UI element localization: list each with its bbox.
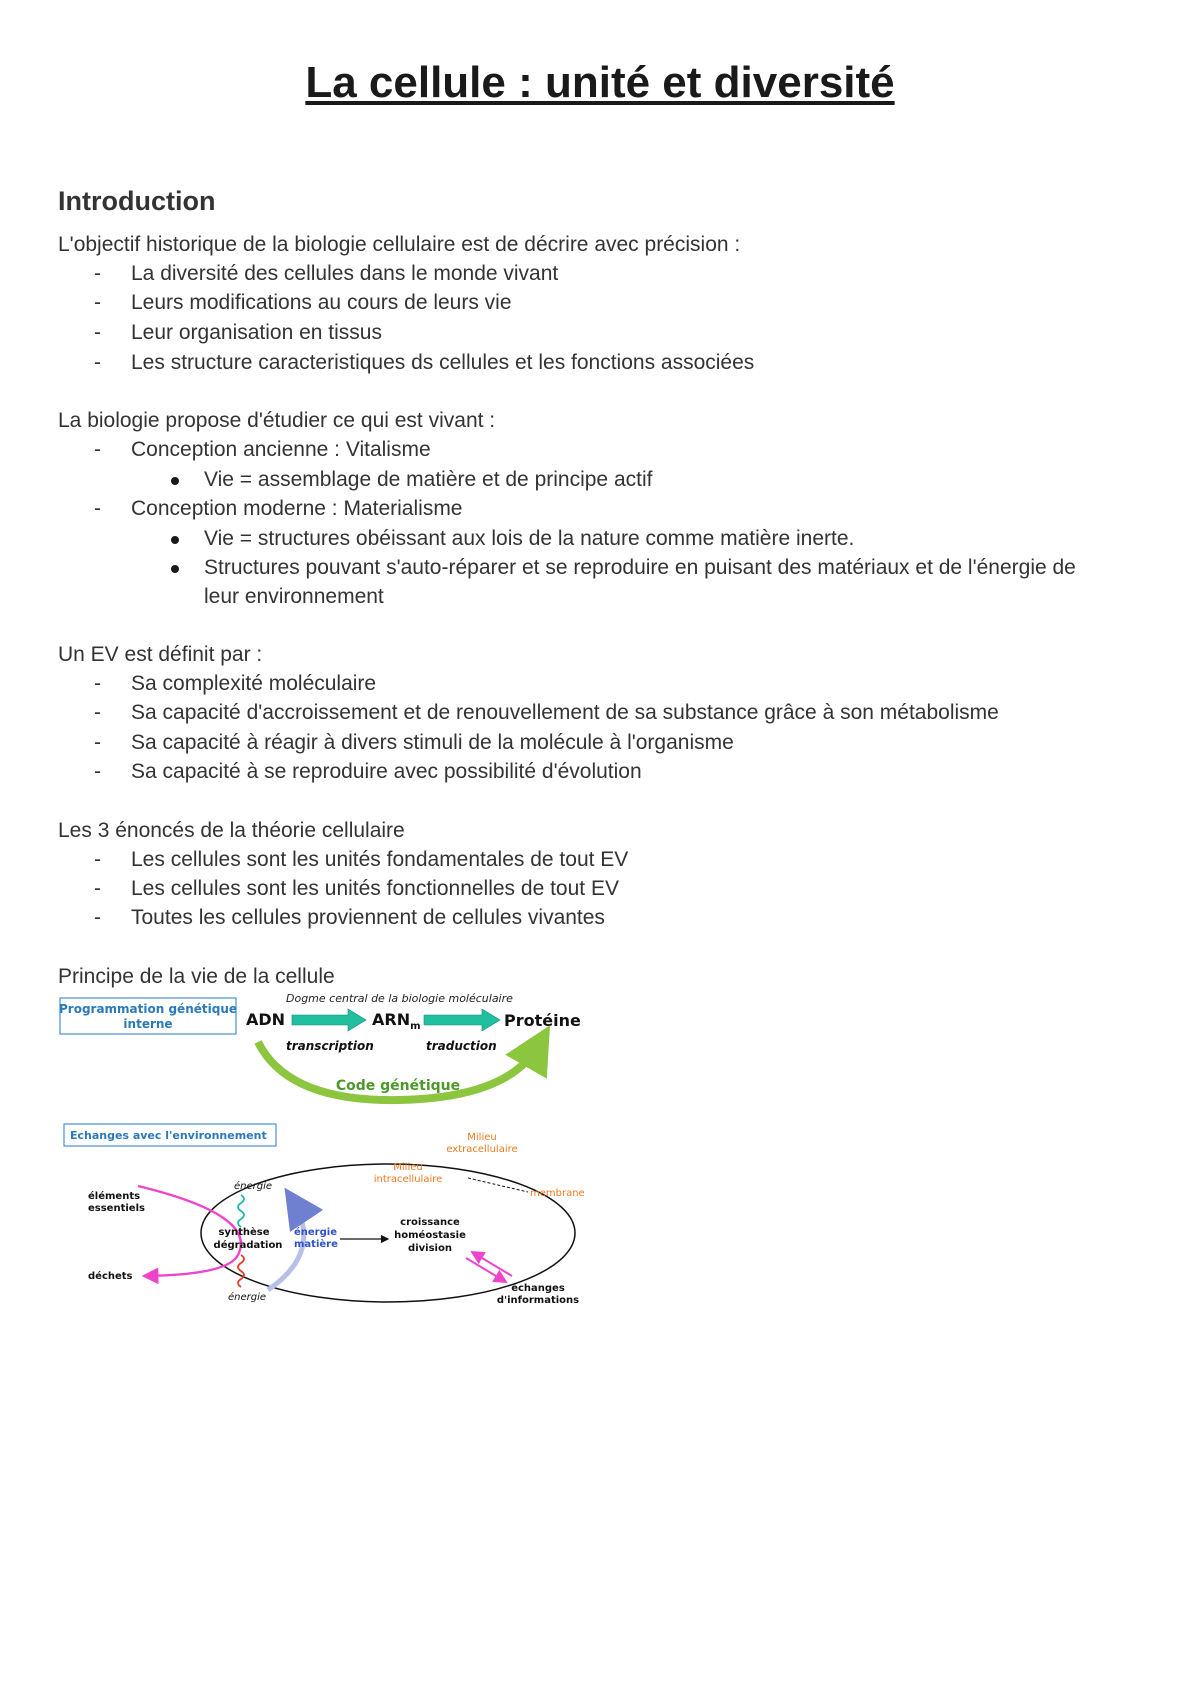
division-label: division xyxy=(408,1243,452,1254)
milieu-intra-line2: intracellulaire xyxy=(373,1174,443,1185)
bullet-dot-icon xyxy=(171,477,179,485)
section1-lead: L'objectif historique de la biologie cellulaire est de décrire avec précision : xyxy=(58,233,741,256)
transcription-arrow xyxy=(292,1009,366,1031)
exchanges-box-label: Echanges avec l'environnement xyxy=(70,1129,267,1142)
bullet-dot-icon xyxy=(171,565,179,573)
central-dogma-diagram xyxy=(58,990,598,1110)
dogma-caption: Dogme central de la biologie moléculaire xyxy=(286,992,513,1005)
energie-matiere-line1: énergie xyxy=(294,1227,337,1238)
elements-line1: éléments xyxy=(88,1191,141,1202)
degradation-label: dégradation xyxy=(213,1240,283,1251)
milieu-extra-line2: extracellulaire xyxy=(446,1144,518,1155)
info-arrow-in xyxy=(472,1252,512,1276)
box-label-line1: Programmation génétique xyxy=(58,1002,238,1016)
exchanges-diagram xyxy=(58,1110,618,1320)
info-arrow-out xyxy=(466,1258,506,1282)
milieu-extra-line1: Milieu xyxy=(467,1132,497,1143)
membrane-label: membrane xyxy=(530,1188,585,1199)
echanges-line1: échanges xyxy=(511,1283,565,1294)
genetic-code-label: Code génétique xyxy=(335,1078,461,1094)
echanges-line2: d'informations xyxy=(496,1295,580,1306)
energie-top-label: énergie xyxy=(234,1181,273,1192)
box-label-line2: interne xyxy=(123,1017,173,1031)
waste-arrow xyxy=(144,1255,238,1276)
homeostasie-label: homéostasie xyxy=(394,1230,466,1241)
section5-lead: Principe de la vie de la cellule xyxy=(58,965,335,988)
bullet-dot-icon xyxy=(171,536,179,544)
traduction-label: traduction xyxy=(426,1039,497,1053)
proteine-label: Protéine xyxy=(504,1011,581,1030)
croissance-label: croissance xyxy=(400,1217,460,1228)
teal-wave xyxy=(238,1195,244,1227)
membrane-pointer xyxy=(468,1178,528,1192)
traduction-arrow xyxy=(424,1009,500,1031)
elements-line2: essentiels xyxy=(88,1203,145,1214)
red-wave xyxy=(238,1255,244,1287)
energie-bottom-label: énergie xyxy=(228,1292,267,1303)
energie-matiere-line2: matière xyxy=(294,1239,338,1250)
arn-label: $ARN_m$ xyxy=(372,1010,421,1032)
intro-heading: Introduction xyxy=(58,186,216,216)
transcription-label: transcription xyxy=(286,1039,374,1053)
document-page: La cellule : unité et diversité Introduction L'objectif historique de la biologie cellulaire est de décrire avec précision : - La diversité des cellules dans le monde vivant - Leurs modifications au cours de leurs vie - Leur organisation en tissus - Les structure caracteristiques ds cellules et les fonctions associées La biologie propose d'étudier ce qui est vivant : - Conception ancienne : Vitalisme Vie = assemblage de matière et de principe actif - Conception moderne : Materialisme Vie = structures obéissant aux lois de la nature comme matière inerte. Structures pouvant s'auto-réparer et se reproduire en puisant des matériaux et de l'énergie de leur environnement Un EV est définit par : - Sa complexité moléculaire - Sa capacité d'accroissement et de renouvellement de sa substance grâce à son métabolisme - Sa capacité à réagir à divers stimuli de la molécule à l'organisme - Sa capacité à se reproduire avec possibilité d'évolution Les 3 énoncés de la théorie cellulaire - Les cellules sont les unités fondamentales de tout EV - Les cellules sont les unités fonctionnelles de tout EV - Toutes les cellules proviennent de cellules vivantes Principe de la vie de la cellule Programmation génétique interne Dogme central de la biologie moléculaire ADN $ARN_m$ Protéine transcription traduction Code génétique Echanges avec l'environnement Milieu extracellulaire Milieu intracellulaire membrane éléments essentiels déchets énergie synthèse dégradation énergie énergie matière croissance homéostasie division échanges d'informations xyxy=(0,0,1200,1698)
section3-lead: Un EV est définit par : xyxy=(58,643,263,666)
dechets-label: déchets xyxy=(88,1271,133,1282)
page-title: La cellule : unité et diversité xyxy=(305,58,895,107)
section2-lead: La biologie propose d'étudier ce qui est vivant : xyxy=(58,409,496,432)
section4-lead: Les 3 énoncés de la théorie cellulaire xyxy=(58,819,405,842)
synthese-label: synthèse xyxy=(218,1227,270,1238)
adn-label: ADN xyxy=(246,1010,286,1029)
milieu-intra-line1: Milieu xyxy=(393,1162,423,1173)
